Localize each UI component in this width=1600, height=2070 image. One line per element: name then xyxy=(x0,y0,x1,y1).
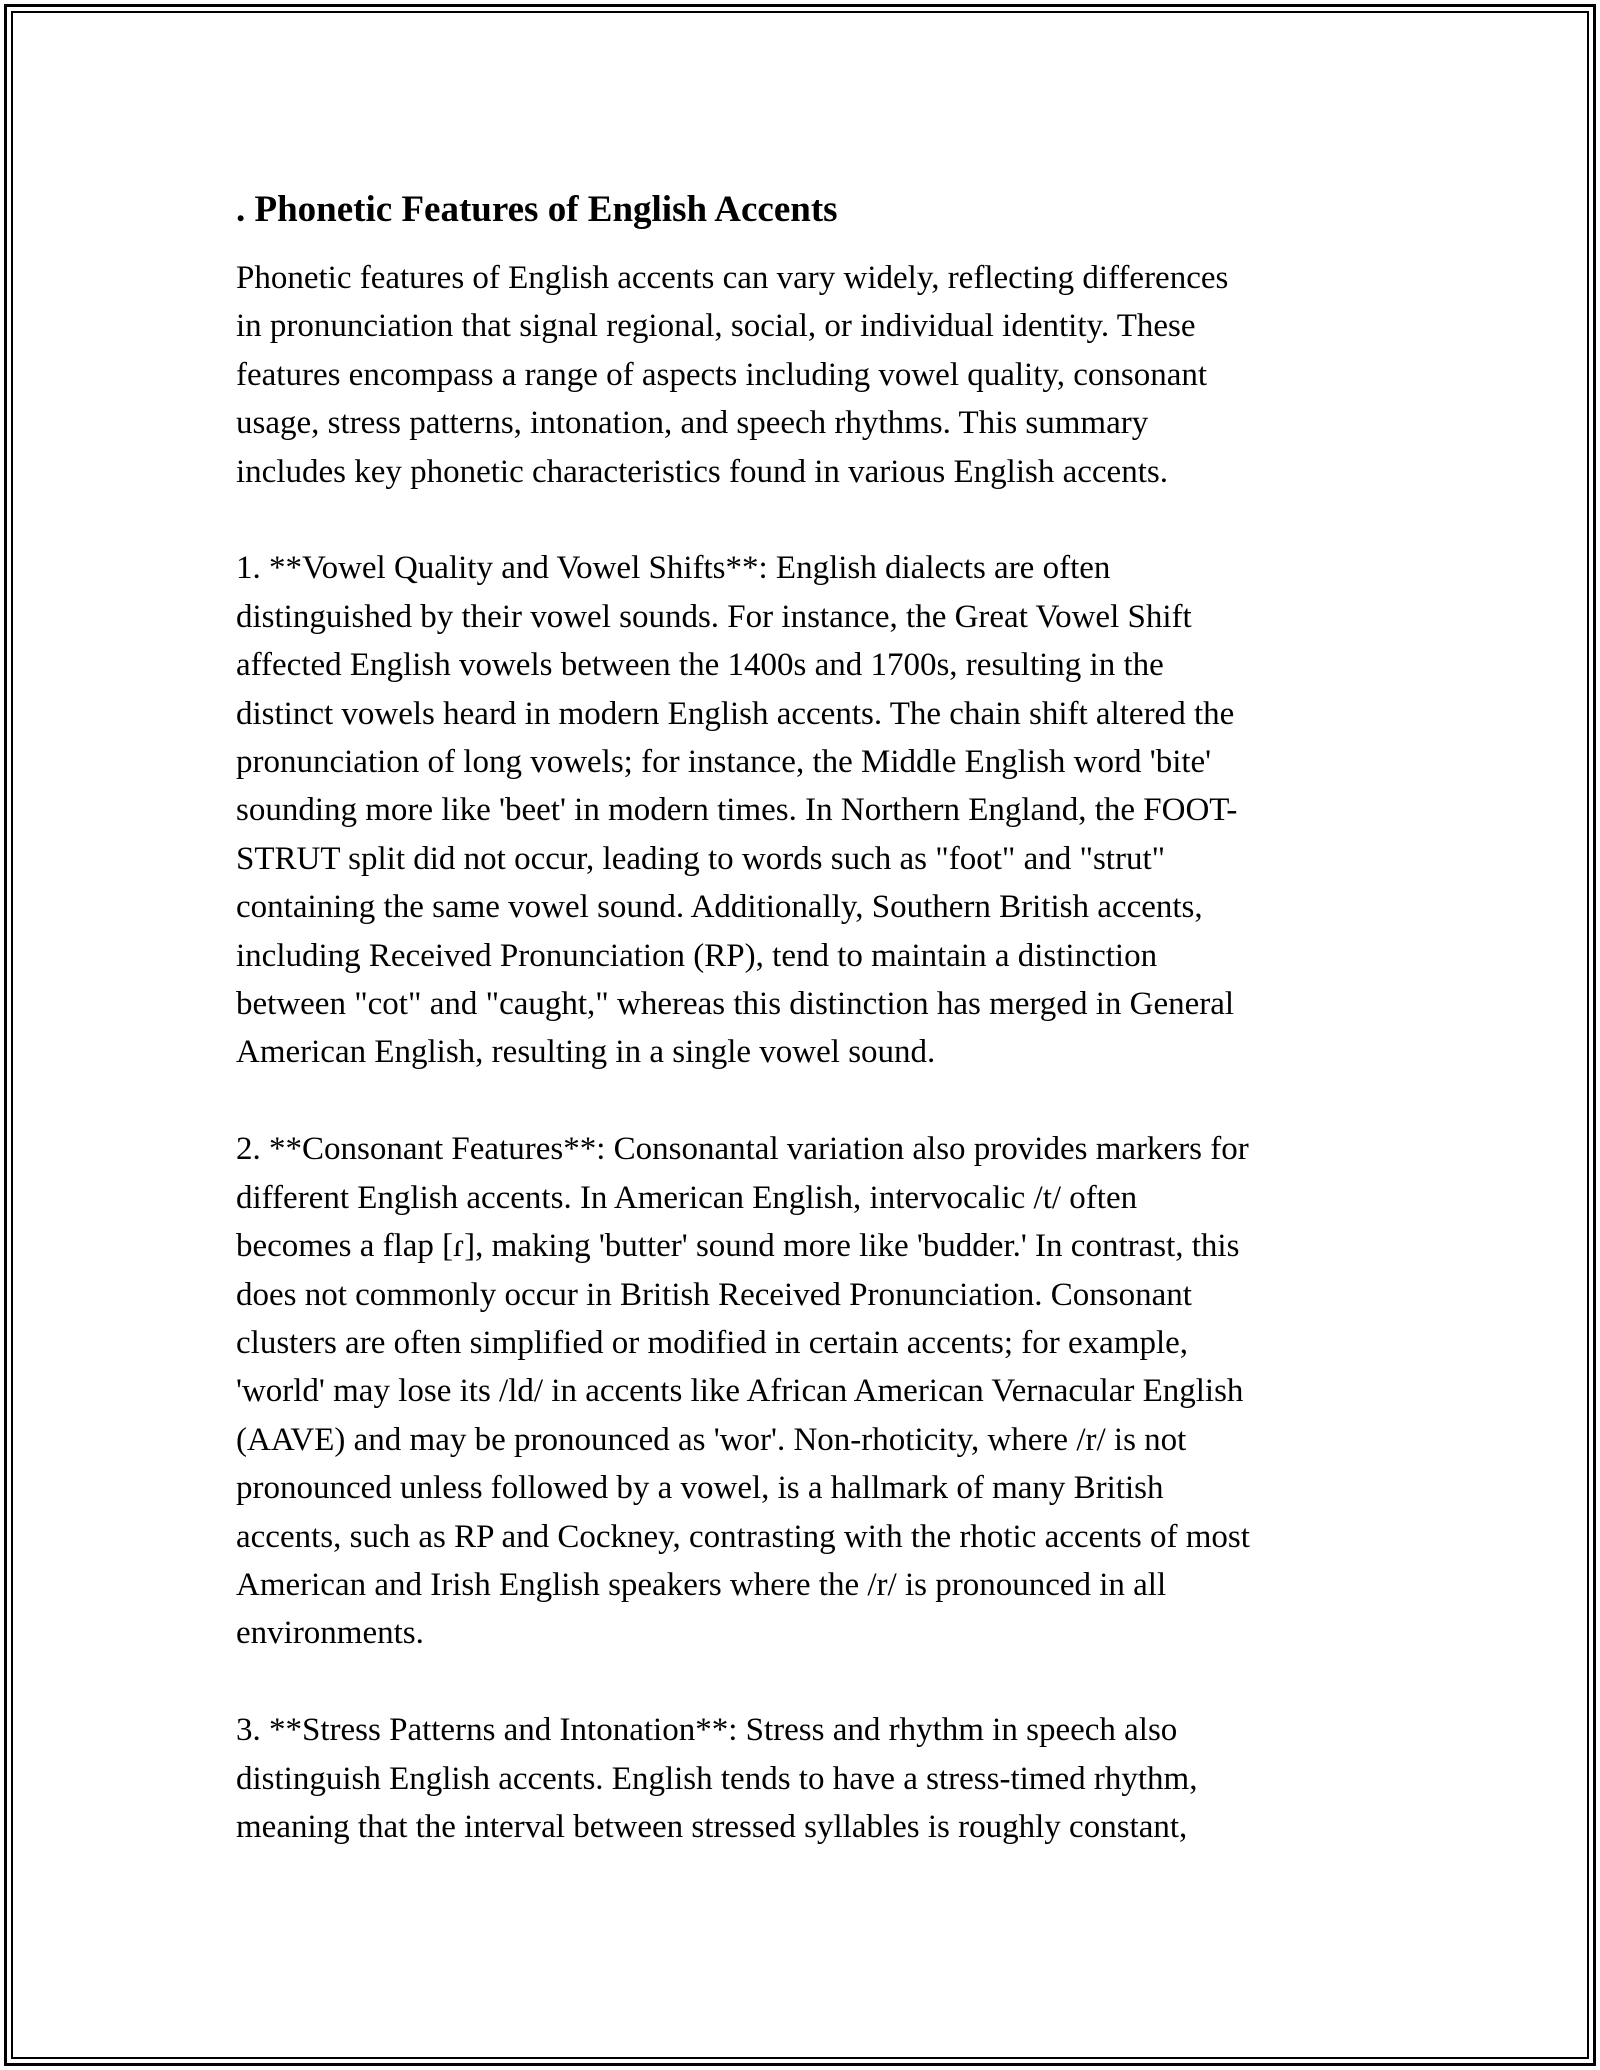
paragraph-line: does not commonly occur in British Received Pronunciation. Consonant xyxy=(236,1276,1192,1313)
paragraph-line: including Received Pronunciation (RP), tend to maintain a distinction xyxy=(236,937,1158,974)
paragraph-line: becomes a flap [ɾ], making 'butter' sound more like 'budder.' In contrast, this xyxy=(236,1228,1240,1265)
paragraph-line: pronounced unless followed by a vowel, is a hallmark of many British xyxy=(236,1470,1164,1507)
paragraph-line: Phonetic features of English accents can vary widely, reflecting differences xyxy=(236,260,1229,296)
paragraph-line: distinguish English accents. English tends to have a stress-timed rhythm, xyxy=(236,1760,1198,1797)
vowel-quality-paragraph xyxy=(236,544,1376,1076)
paragraph-line: containing the same vowel sound. Additionally, Southern British accents, xyxy=(236,889,1203,926)
paragraph-line: STRUT split did not occur, leading to words such as "foot" and "strut" xyxy=(236,840,1166,877)
paragraph-line: different English accents. In American English, intervocalic /t/ often xyxy=(236,1179,1138,1216)
paragraph-line: 'world' may lose its /ld/ in accents like African American Vernacular English xyxy=(236,1373,1244,1410)
paragraph-line: distinct vowels heard in modern English accents. The chain shift altered the xyxy=(236,695,1235,732)
paragraph-line: features encompass a range of aspects including vowel quality, consonant xyxy=(236,356,1208,393)
paragraph-line: includes key phonetic characteristics found in various English accents. xyxy=(236,453,1168,490)
paragraph-line: American English, resulting in a single vowel sound. xyxy=(236,1034,936,1071)
section-heading: . Phonetic Features of English Accents xyxy=(236,189,838,230)
paragraph-line: 3. **Stress Patterns and Intonation**: Stress and rhythm in speech also xyxy=(236,1712,1178,1749)
paragraph-line: between "cot" and "caught," whereas this distinction has merged in General xyxy=(236,986,1235,1023)
paragraph-line: affected English vowels between the 1400s and 1700s, resulting in the xyxy=(236,647,1164,684)
paragraph-line: 2. **Consonant Features**: Consonantal variation also provides markers for xyxy=(236,1131,1249,1168)
paragraph-line: pronunciation of long vowels; for instance, the Middle English word 'bite' xyxy=(236,744,1212,781)
paragraph-line: distinguished by their vowel sounds. For instance, the Great Vowel Shift xyxy=(236,598,1192,635)
paragraph-line: American and Irish English speakers where the /r/ is pronounced in all xyxy=(236,1566,1167,1603)
paragraph-line: sounding more like 'beet' in modern times. In Northern England, the FOOT- xyxy=(236,792,1238,829)
paragraph-line: in pronunciation that signal regional, social, or individual identity. These xyxy=(236,308,1196,345)
document-body xyxy=(236,186,1376,1900)
paragraph-line: usage, stress patterns, intonation, and speech rhythms. This summary xyxy=(236,405,1149,442)
paragraph-line: (AAVE) and may be pronounced as 'wor'. Non-rhoticity, where /r/ is not xyxy=(236,1421,1187,1458)
stress-patterns-paragraph xyxy=(236,1706,1376,1851)
paragraph-line: 1. **Vowel Quality and Vowel Shifts**: English dialects are often xyxy=(236,550,1111,587)
paragraph-line: accents, such as RP and Cockney, contrasting with the rhotic accents of most xyxy=(236,1518,1250,1555)
intro-paragraph xyxy=(236,254,1376,496)
paragraph-line: meaning that the interval between stressed syllables is roughly constant, xyxy=(236,1808,1188,1845)
consonant-features-paragraph xyxy=(236,1125,1376,1657)
paragraph-line: environments. xyxy=(236,1615,424,1652)
paragraph-line: clusters are often simplified or modified in certain accents; for example, xyxy=(236,1324,1189,1361)
